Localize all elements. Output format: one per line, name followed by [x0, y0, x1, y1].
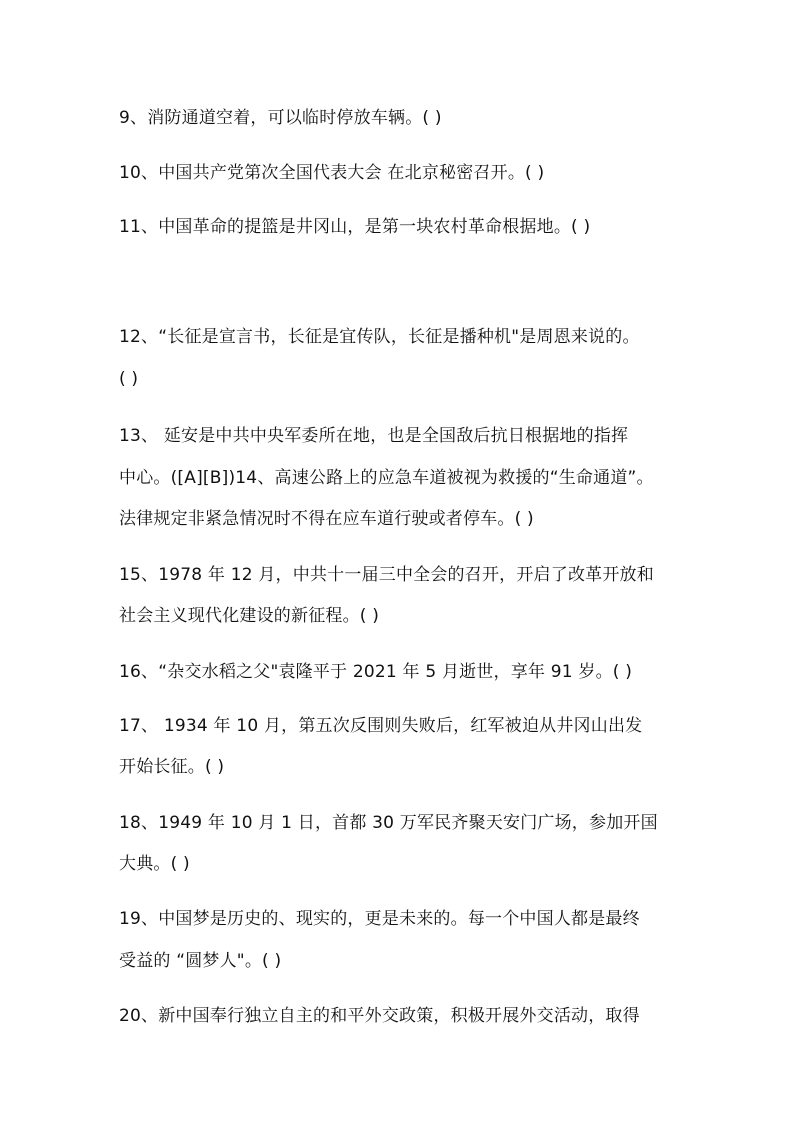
question-18-line-2: 大典。( ) [119, 854, 190, 874]
question-16-line: 16、“杂交水稻之父"袁隆平于 2021 年 5 月逝世，享年 91 岁。( ) [119, 662, 633, 682]
question-17-line-2: 开始长征。( ) [119, 757, 225, 777]
question-19-line-1: 19、中国梦是历史的、现实的，更是未来的。每一个中国人都是最终 [119, 909, 640, 929]
question-9-line: 9、消防通道空着，可以临时停放车辆。( ) [119, 108, 442, 128]
question-12-line-2: ( ) [119, 369, 139, 389]
question-15-line-2: 社会主义现代化建设的新征程。( ) [119, 606, 380, 626]
question-18-line-1: 18、1949 年 10 月 1 日，首都 30 万军民齐聚天安门广场，参加开国 [119, 813, 658, 833]
question-10-line: 10、中国共产党第次全国代表大会 在北京秘密召开。( ) [119, 163, 545, 183]
question-13-14-line-2: 中心。([A][B])14、高速公路上的应急车道被视为救援的“生命通道”。 [119, 468, 654, 488]
question-19-line-2: 受益的 “圆梦人"。( ) [119, 951, 282, 971]
question-11-line: 11、中国革命的提篮是井冈山，是第一块农村革命根据地。( ) [119, 217, 591, 237]
question-15-line-1: 15、1978 年 12 月，中共十一届三中全会的召开，开启了改革开放和 [119, 565, 654, 585]
question-17-line-1: 17、 1934 年 10 月，第五次反围则失败后，红军被迫从井冈山出发 [119, 716, 643, 736]
question-14-line-3: 法律规定非紧急情况时不得在应车道行驶或者停车。( ) [119, 509, 534, 529]
question-12-line-1: 12、“长征是宣言书，长征是宜传队，长征是播种机"是周恩来说的。 [119, 327, 640, 347]
question-20-line-1: 20、新中国奉行独立自主的和平外交政策，积极开展外交活动，取得 [119, 1006, 640, 1026]
question-13-line-1: 13、 延安是中共中央军委所在地，也是全国敌后抗日根据地的指挥 [119, 426, 629, 446]
